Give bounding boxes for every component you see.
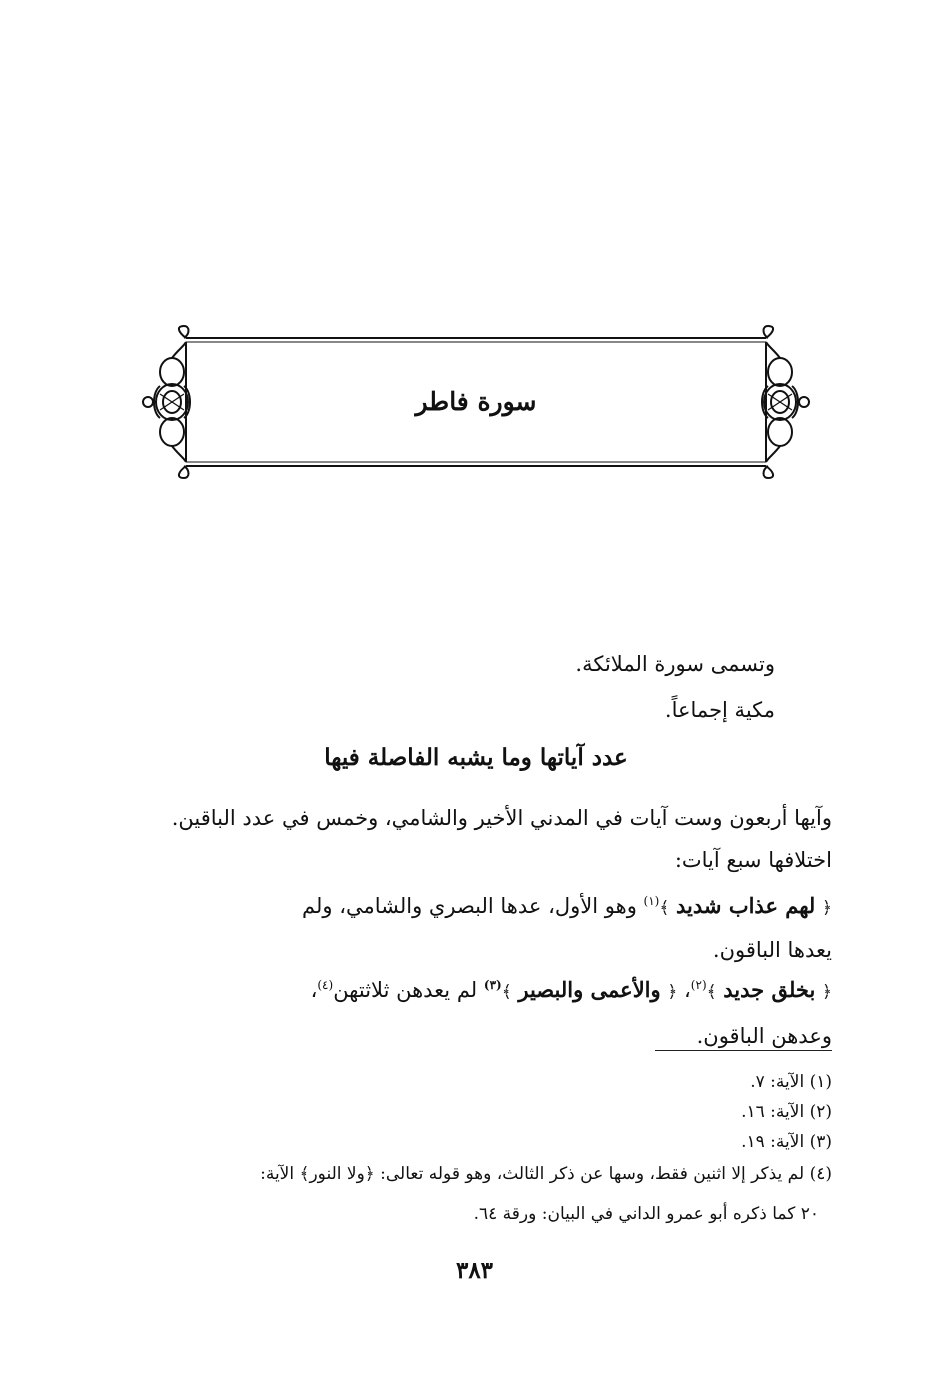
separator-comma: ،	[684, 978, 691, 1002]
verse-close-bracket: ﴾	[659, 898, 670, 918]
verse-open-bracket: ﴿	[667, 982, 678, 1002]
verse-open-bracket: ﴿	[822, 982, 832, 1002]
makki-line: مكية إجماعاً.	[664, 698, 775, 722]
footnote-ref-4: (٤)	[317, 978, 334, 992]
continuation-line: يعدها الباقون.	[712, 938, 832, 962]
page-number: ٣٨٣	[455, 1257, 494, 1284]
verse-close-bracket: ﴾	[501, 982, 512, 1002]
footnote-4-continuation: ٢٠ كما ذكره أبو عمرو الداني في البيان: ورقة ٦٤.	[473, 1204, 819, 1224]
footnote-ref-1: (١)	[643, 894, 660, 908]
footnote-2: (٢) الآية: ١٦.	[741, 1102, 832, 1122]
quran-verse: والأعمى والبصير	[518, 977, 661, 1002]
differences-intro-line: اختلافها سبع آيات:	[674, 848, 832, 872]
footnote-ref-2: (٢)	[690, 978, 707, 992]
first-difference-line	[302, 886, 832, 928]
footnote-4: (٤) لم يذكر إلا اثنين فقط، وسها عن ذكر الثالث، وهو قوله تعالى: ﴿ولا النور﴾ الآية:	[260, 1164, 832, 1184]
section-heading: عدد آياتها وما يشبه الفاصلة فيها	[324, 744, 628, 771]
closing-line: وعدهن الباقون.	[696, 1024, 832, 1048]
footnote-3: (٣) الآية: ١٩.	[741, 1132, 832, 1152]
verse-count-line: وآيها أربعون وست آيات في المدني الأخير والشامي، وخمس في عدد الباقين.	[171, 806, 832, 830]
surah-title: سورة فاطر	[415, 387, 537, 416]
footnote-1: (١) الآية: ٧.	[750, 1072, 832, 1092]
verse-close-bracket: ﴾	[706, 982, 717, 1002]
line-text: وهو الأول، عدها البصري والشامي، ولم	[302, 894, 637, 918]
alternate-name-line: وتسمى سورة الملائكة.	[575, 652, 775, 676]
quran-verse: بخلق جديد	[723, 977, 816, 1002]
footnote-ref-3: (٣)	[483, 978, 502, 992]
second-difference-line	[311, 970, 832, 1012]
footnote-rule	[655, 1050, 832, 1051]
line-text: لم يعدهن ثلاثتهن	[333, 978, 478, 1002]
verse-open-bracket: ﴿	[822, 898, 832, 918]
quran-verse: لهم عذاب شديد	[676, 893, 816, 918]
trailing-comma: ،	[310, 978, 318, 1002]
